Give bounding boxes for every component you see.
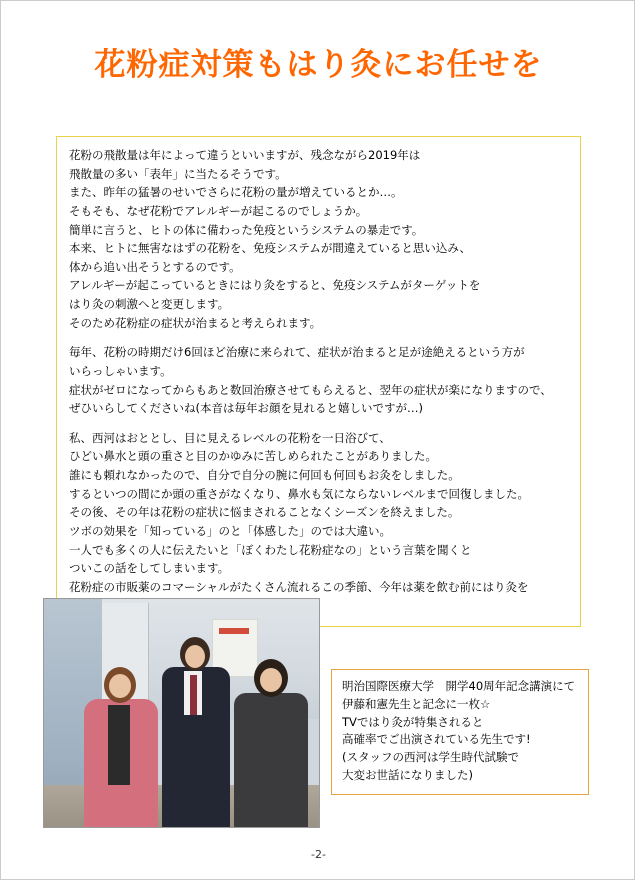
text-line: また、昨年の猛暑のせいでさらに花粉の量が増えているとか…。 [69, 185, 403, 200]
text-line: 私、西河はおととし、目に見えるレベルの花粉を一日浴びて、 [69, 430, 391, 445]
text-line: ついこの話をしてしまいます。 [69, 561, 230, 576]
caption-line: 明治国際医療大学 開学40周年記念講演にて [342, 679, 576, 693]
text-line: そもそも、なぜ花粉でアレルギーが起こるのでしょうか。 [69, 203, 368, 218]
text-line: 誰にも頼れなかったので、自分で自分の腕に何回も何回もお灸をしました。 [69, 468, 460, 482]
text-line: いらっしゃいます。 [69, 363, 172, 378]
paragraph-1 [69, 146, 568, 332]
text-line: ツボの効果を「知っている」のと「体感した」のでは大違い。 [69, 523, 391, 538]
caption-line: (スタッフの西河は学生時代試験で [342, 750, 519, 765]
text-line: アレルギーが起こっているときにはり灸をすると、免疫システムがターゲットを [69, 278, 481, 293]
group-photo [43, 598, 320, 828]
text-line: 簡単に言うと、ヒトの体に備わった免疫というシステムの暴走です。 [69, 222, 424, 237]
text-line: 症状がゼロになってからもあと数回治療させてもらえると、翌年の症状が楽になりますので、 [69, 382, 552, 397]
text-line: するといつの間にか頭の重さがなくなり、鼻水も気にならないレベルまで回復しました。 [69, 486, 529, 501]
text-line: 一人でも多くの人に伝えたいと「ぼくわたし花粉症なの」という言葉を聞くと [69, 542, 472, 557]
caption-line: 伊藤和憲先生と記念に一枚☆ [342, 696, 491, 711]
caption-line: TVではり灸が特集されると [342, 714, 484, 729]
caption-line: 高確率でご出演されている先生です! [342, 732, 531, 747]
page-title: 花粉症対策もはり灸にお任せを [94, 47, 543, 83]
paragraph-2 [69, 343, 568, 418]
text-line: 毎年、花粉の時期だけ6回ほど治療に来られて、症状が治まると足が途絶えるという方が [69, 345, 525, 360]
text-line: 本来、ヒトに無害なはずの花粉を、免疫システムが間違えていると思い込み、 [69, 241, 472, 256]
text-line: ひどい鼻水と頭の重さと目のかゆみに苦しめられたことがありました。 [69, 449, 437, 464]
text-line: ぜひいらしてくださいね(本音は毎年お顔を見れると嬉しいですが…) [69, 401, 423, 416]
caption-line: 大変お世話になりました) [342, 768, 473, 783]
text-line: 花粉症の市販薬のコマーシャルがたくさん流れるこの季節、今年は薬を飲む前にはり灸を [69, 579, 529, 594]
photo-caption-box [331, 669, 589, 795]
text-line: 体から追い出そうとするのです。 [69, 259, 241, 274]
main-text-box [56, 136, 581, 627]
page-number: -2- [311, 848, 326, 861]
paragraph-3 [69, 429, 568, 615]
text-line: その後、その年は花粉の症状に悩まされることなくシーズンを終えました。 [69, 505, 460, 520]
photo-person-left [78, 667, 164, 827]
photo-person-right [230, 659, 314, 827]
text-line: はり灸の刺激へと変更します。 [69, 297, 230, 311]
text-line: 花粉の飛散量は年によって違うといいますが、残念ながら2019年は [69, 148, 421, 162]
text-line: 飛散量の多い「表年」に当たるそうです。 [69, 166, 287, 181]
photo-person-center [156, 637, 236, 827]
text-line: そのため花粉症の症状が治まると考えられます。 [69, 315, 322, 330]
